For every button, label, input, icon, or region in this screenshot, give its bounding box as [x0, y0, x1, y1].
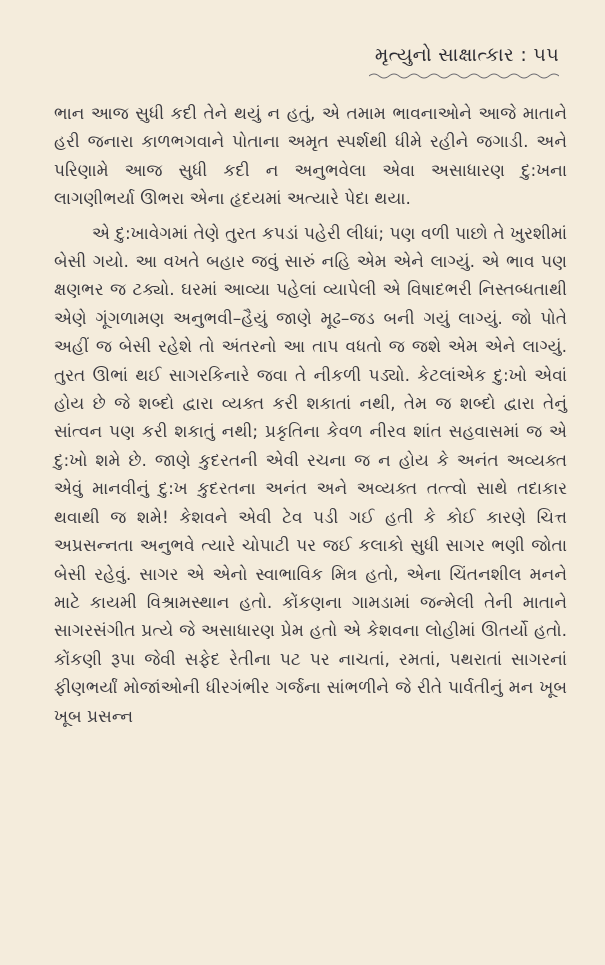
- running-header: મૃત્યુનો સાક્ષાત્કાર : ૫૫: [374, 44, 559, 66]
- paragraph: એ દુ:ખાવેગમાં તેણે તુરત કપડાં પહેરી લીધાં; પણ વળી પાછો તે ખુરશીમાં બેસી ગયો. આ વખતે બહાર જવું સારું નહિ એમ એને લાગ્યું. એ ભાવ પણ ક્ષણભર જ ટક્યો. ઘરમાં આવ્યા પહેલાં વ્યાપેલી એ વિષાદભરી નિસ્તબ્ધતાથી એણે ગૂંગળામણ અનુભવી–હૈયું જાણે મૂઢ–જડ બની ગયું લાગ્યું. જો પોતે અહીં જ બેસી રહેશે તો અંતરનો આ તાપ વધતો જ જશે એમ એને લાગ્યું. તુરત ઊભાં થઈ સાગરકિનારે જવા તે નીકળી પડ્યો. કેટલાંએક દુ:ખો એવાં હોય છે જે શબ્દો દ્વારા વ્યક્ત કરી શકાતાં નથી, તેમ જ શબ્દો દ્વારા તેનું સાંત્વન પણ કરી શકાતું નથી; પ્રકૃતિના કેવળ નીરવ શાંત સહવાસમાં જ એ દુ:ખો શમે છે. જાણે કુદરતની એવી રચના જ ન હોય કે અનંત અવ્યક્ત એવું માનવીનું દુ:ખ કુદરતના અનંત અને અવ્યક્ત તત્ત્વો સાથે તદાકાર થવાથી જ શમે! કેશવને એવી ટેવ પડી ગઈ હતી કે કોઈ કારણે ચિત્ત અપ્રસન્નતા અનુભવે ત્યારે ચોપાટી પર જઈ કલાકો સુધી સાગર ભણી જોતા બેસી રહેવું. સાગર એ એનો સ્વાભાવિક મિત્ર હતો, એના ચિંતનશીલ મનને માટે કાયમી વિશ્રામસ્થાન હતો. કોંકણના ગામડામાં જન્મેલી તેની માતાને સાગરસંગીત પ્રત્યે જે અસાધારણ પ્રેમ હતો એ કેશવના લોહીમાં ઊતર્યો હતો. કોંકણી રૂપા જેવી સફેદ રેતીના પટ પર નાચતાં, રમતાં, પથરાતાં સાગરનાં ફીણભર્યાં મોજાંઓની ધીરગંભીર ગર્જના સાંભળીને જે રીતે પાર્વતીનું મન ખૂબ ખૂબ પ્રસન્ન: [54, 223, 567, 727]
- decorative-wavy-rule: [369, 72, 559, 80]
- body-text: [54, 100, 567, 731]
- paragraph-continued: ભાન આજ સુધી કદી તેને થયું ન હતું, એ તમામ ભાવનાઓને આજે માતાને હરી જનારા કાળભગવાને પોતાના અમૃત સ્પર્શથી ધીમે રહીને જગાડી. અને પરિણામે આજ સુધી કદી ન અનુભવેલા એવા અસાધારણ દુ:ખના લાગણીભર્યા ઊભરા એના હૃદયમાં અત્યારે પેદા થયા.: [54, 104, 567, 210]
